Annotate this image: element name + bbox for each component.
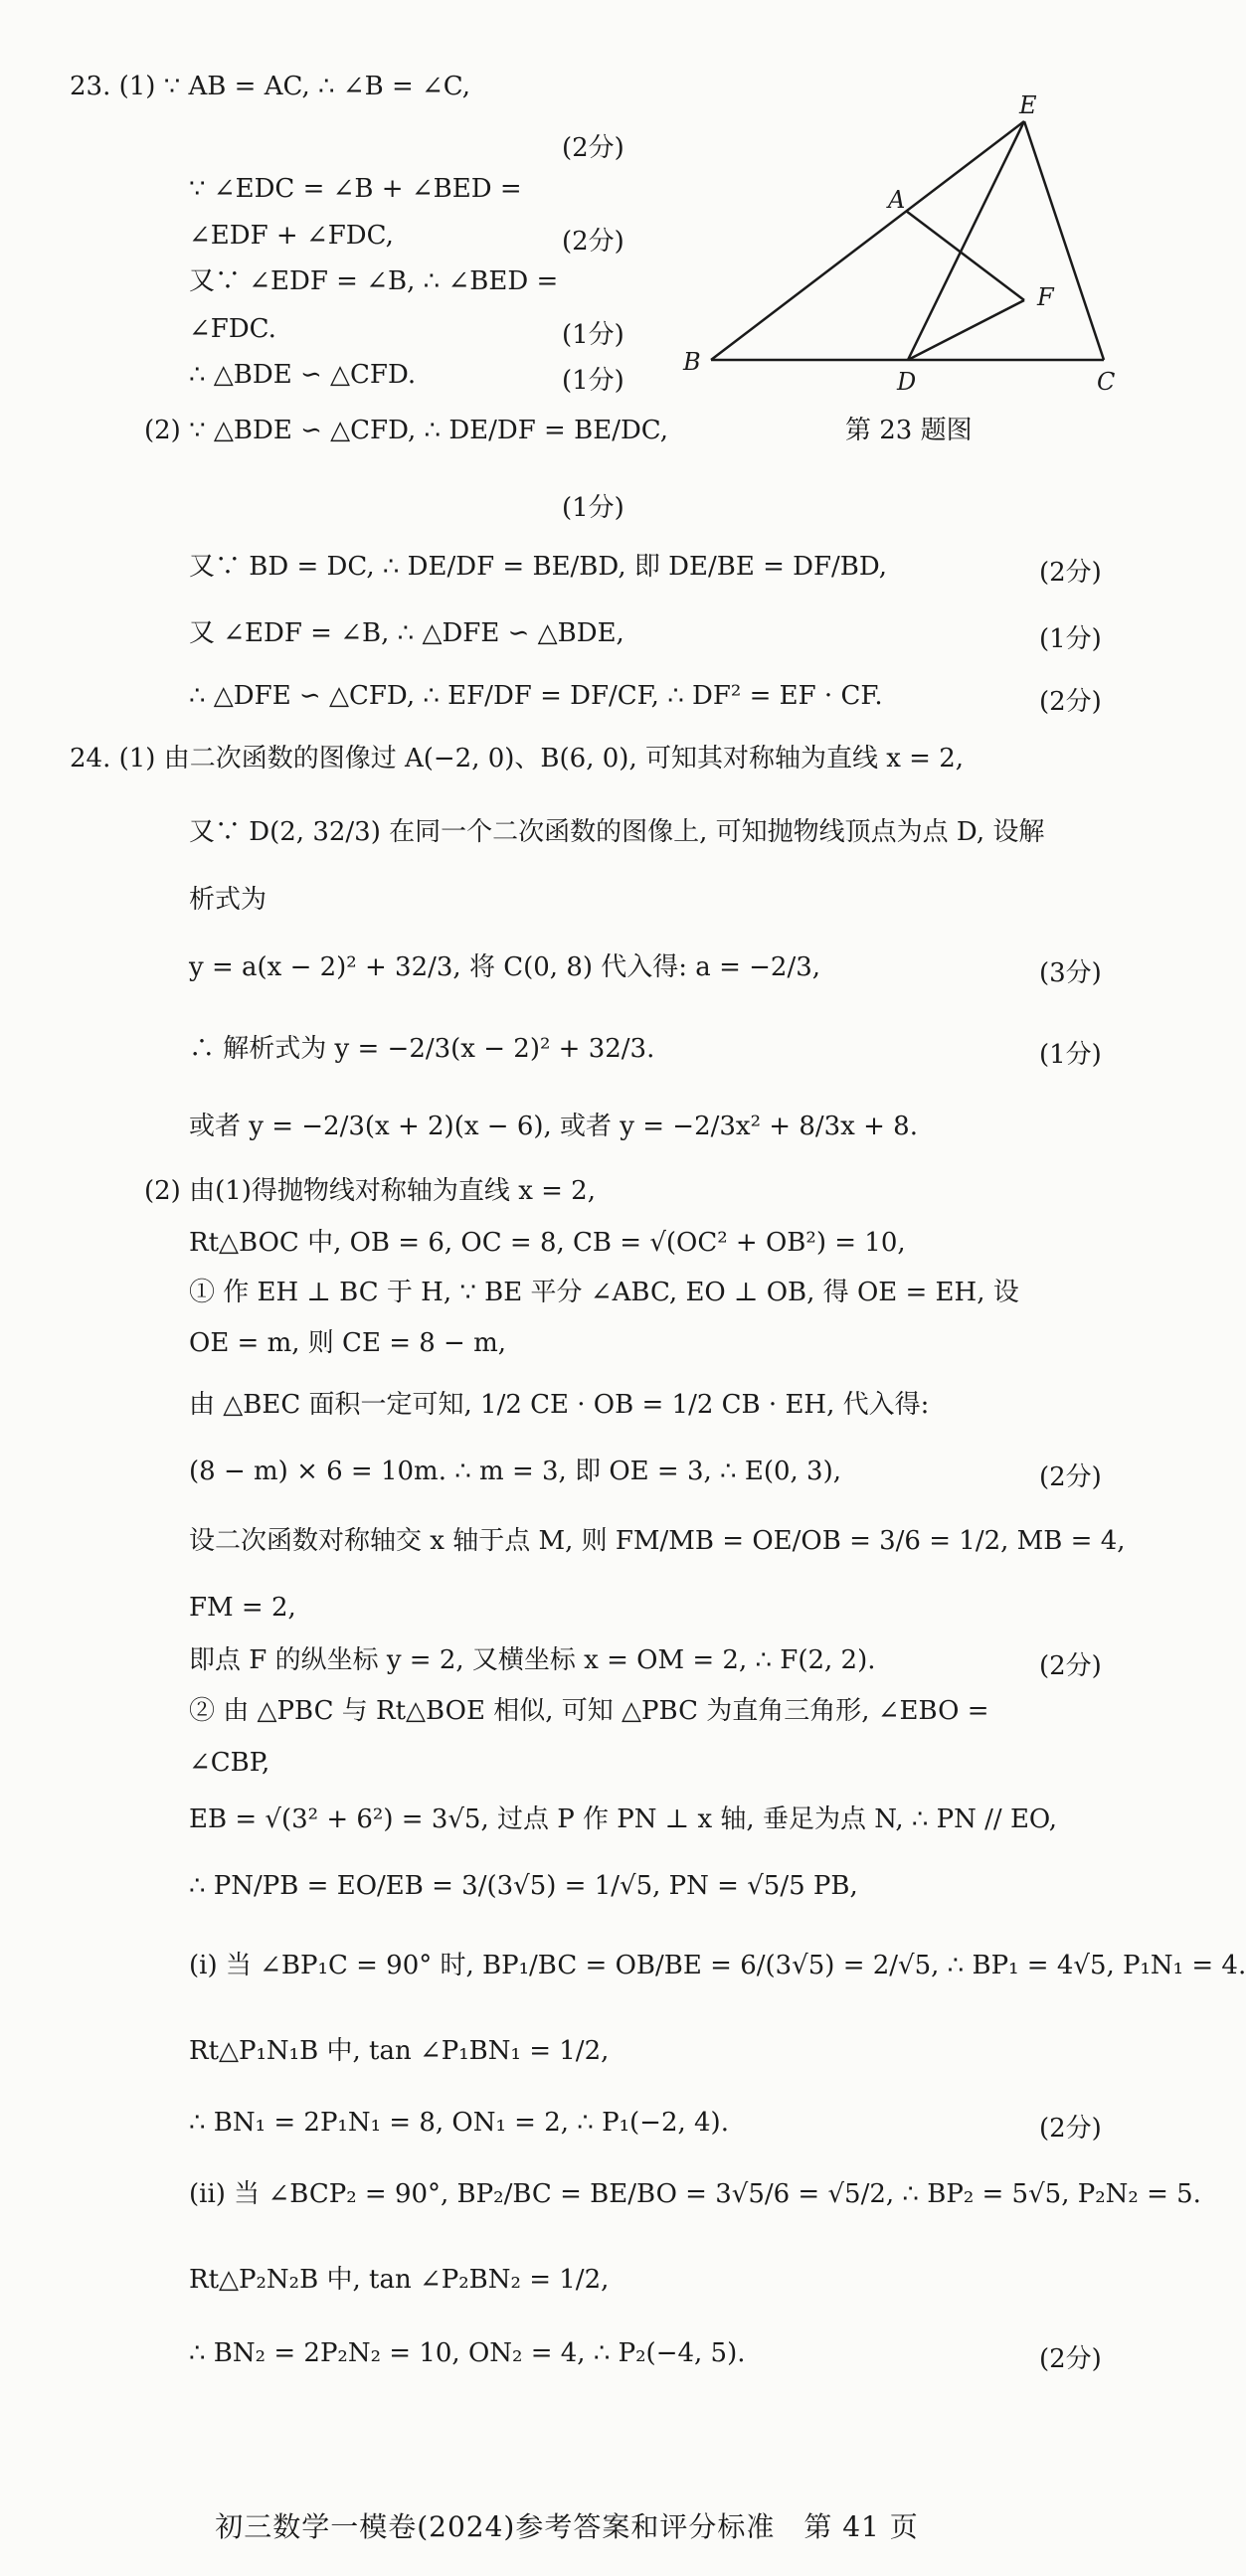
q23-score: (1分): [562, 493, 624, 523]
q24-line: 即点 F 的纵坐标 y = 2, 又横坐标 x = OM = 2, ∴ F(2, 2).: [189, 1645, 876, 1675]
segment-AF: [906, 211, 1024, 300]
q24-line: ∴ PN/PB = EO/EB = 3/(3√5) = 1/√5, PN = √5/5 PB,: [189, 1871, 858, 1901]
q23-line: 又 ∠EDF = ∠B, ∴ △DFE ∽ △BDE,: [189, 618, 624, 648]
q24-score: (2分): [1039, 1651, 1102, 1681]
label-F: F: [1037, 283, 1054, 311]
q24-line: 或者 y = −2/3(x + 2)(x − 6), 或者 y = −2/3x² + 8/3x + 8.: [189, 1112, 918, 1141]
q24-line: 又∵ D(2, 32/3) 在同一个二次函数的图像上, 可知抛物线顶点为点 D, 设解: [189, 817, 1045, 847]
q23-score: (2分): [562, 227, 624, 257]
label-D: D: [897, 368, 917, 396]
segment-EC: [1024, 121, 1104, 360]
q24-line: (ii) 当 ∠BCP₂ = 90°, BP₂/BC = BE/BO = 3√5/6 = √5/2, ∴ BP₂ = 5√5, P₂N₂ = 5.: [189, 2179, 1201, 2209]
q24-line: EB = √(3² + 6²) = 3√5, 过点 P 作 PN ⊥ x 轴, 垂足为点 N, ∴ PN // EO,: [189, 1804, 1057, 1834]
q23-score: (2分): [1039, 558, 1102, 588]
q23-score: (1分): [1039, 624, 1102, 654]
label-C: C: [1097, 368, 1116, 396]
label-E: E: [1019, 91, 1037, 119]
q23-line: ∴ △DFE ∽ △CFD, ∴ EF/DF = DF/CF, ∴ DF² = EF · CF.: [189, 681, 883, 711]
q24-line: ② 由 △PBC 与 Rt△BOE 相似, 可知 △PBC 为直角三角形, ∠EBO =: [189, 1696, 989, 1726]
q23-score: (2分): [562, 133, 624, 163]
q24-line: 析式为: [189, 885, 267, 915]
q23-figure: [681, 91, 1129, 410]
q24-score: (2分): [1039, 2344, 1102, 2374]
q23-line: ∠FDC.: [189, 314, 276, 344]
q23-line: 又∵ BD = DC, ∴ DE/DF = BE/BD, 即 DE/BE = DF/BD,: [189, 552, 888, 582]
q23-line: ∵ ∠EDC = ∠B + ∠BED =: [189, 174, 522, 204]
q24-line: (8 − m) × 6 = 10m. ∴ m = 3, 即 OE = 3, ∴ E(0, 3),: [189, 1457, 841, 1486]
q24-line: Rt△P₁N₁B 中, tan ∠P₁BN₁ = 1/2,: [189, 2036, 610, 2066]
q24-line: ∴ BN₁ = 2P₁N₁ = 8, ON₁ = 2, ∴ P₁(−2, 4).: [189, 2108, 729, 2138]
q24-line: (2) 由(1)得抛物线对称轴为直线 x = 2,: [144, 1176, 596, 1206]
q24-line: ① 作 EH ⊥ BC 于 H, ∵ BE 平分 ∠ABC, EO ⊥ OB, 得 OE = EH, 设: [189, 1278, 1019, 1307]
page-footer: 初三数学一模卷(2024)参考答案和评分标准 第 41 页: [215, 2510, 919, 2543]
q24-line: Rt△BOC 中, OB = 6, OC = 8, CB = √(OC² + OB²) = 10,: [189, 1228, 906, 1258]
q23-score: (2分): [1039, 687, 1102, 717]
geometry-diagram: [681, 91, 1129, 410]
q23-line: ∠EDF + ∠FDC,: [189, 221, 394, 251]
label-A: A: [888, 186, 906, 214]
q23-score: (1分): [562, 366, 624, 396]
q24-line: Rt△P₂N₂B 中, tan ∠P₂BN₂ = 1/2,: [189, 2265, 610, 2295]
q24-line: y = a(x − 2)² + 32/3, 将 C(0, 8) 代入得: a = −2/3,: [189, 952, 821, 982]
q24-score: (1分): [1039, 1040, 1102, 1070]
figure-caption: 第 23 题图: [845, 416, 973, 445]
q23-line: 又∵ ∠EDF = ∠B, ∴ ∠BED =: [189, 266, 559, 296]
q24-line: ∴ 解析式为 y = −2/3(x − 2)² + 32/3.: [189, 1034, 655, 1064]
label-B: B: [683, 348, 701, 376]
q24-line: OE = m, 则 CE = 8 − m,: [189, 1328, 507, 1358]
q24-line: 设二次函数对称轴交 x 轴于点 M, 则 FM/MB = OE/OB = 3/6 = 1/2, MB = 4,: [189, 1526, 1126, 1556]
q23-line: ∴ △BDE ∽ △CFD.: [189, 360, 417, 390]
q23-score: (1分): [562, 320, 624, 350]
q24-score: (2分): [1039, 1462, 1102, 1492]
q23-line: 23. (1) ∵ AB = AC, ∴ ∠B = ∠C,: [70, 72, 471, 101]
q24-line: 24. (1) 由二次函数的图像过 A(−2, 0)、B(6, 0), 可知其对称轴为直线 x = 2,: [70, 744, 965, 773]
q24-line: FM = 2,: [189, 1593, 296, 1623]
q24-line: (i) 当 ∠BP₁C = 90° 时, BP₁/BC = OB/BE = 6/(3√5) = 2/√5, ∴ BP₁ = 4√5, P₁N₁ = 4.: [189, 1951, 1246, 1980]
q24-line: ∠CBP,: [189, 1748, 270, 1778]
segment-ED: [908, 121, 1024, 360]
segment-DF: [908, 300, 1024, 360]
q24-line: 由 △BEC 面积一定可知, 1/2 CE · OB = 1/2 CB · EH, 代入得:: [189, 1390, 930, 1420]
q23-line: (2) ∵ △BDE ∽ △CFD, ∴ DE/DF = BE/DC,: [144, 416, 669, 445]
q24-line: ∴ BN₂ = 2P₂N₂ = 10, ON₂ = 4, ∴ P₂(−4, 5).: [189, 2338, 746, 2368]
q24-score: (2分): [1039, 2114, 1102, 2144]
q24-score: (3分): [1039, 958, 1102, 988]
